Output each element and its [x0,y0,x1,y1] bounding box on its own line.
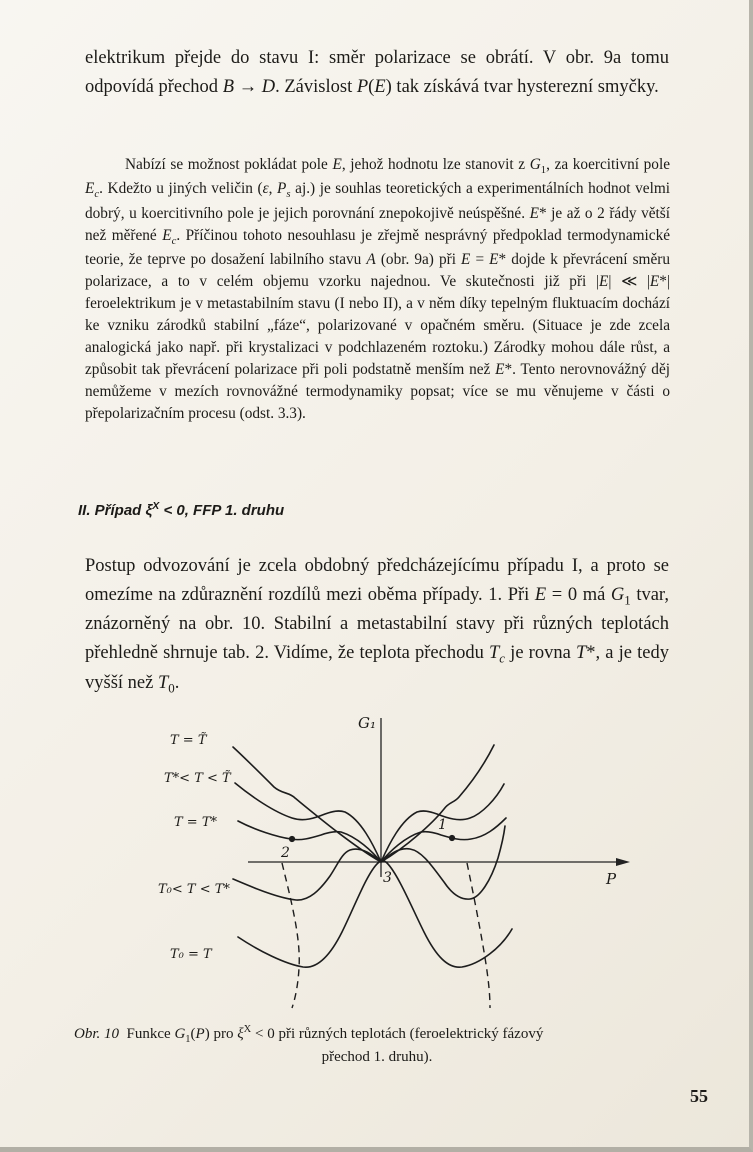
figure-obr-10 [138,710,643,1012]
curve-label-4: T₀< T < T* [158,882,230,897]
curve-label-2: T*< T < T̃ [164,771,231,786]
page-number: 55 [690,1086,708,1106]
minimum-dot-right [449,835,455,841]
curve-label-5: T₀ = T [170,947,212,962]
figure-caption-line1 [74,1022,680,1047]
section-heading: II. Případ $\xi^X < 0$, FFP 1. druhu [78,500,285,519]
point-label-1: 1 [438,817,447,833]
curve-label-3: T = T* [174,815,217,830]
dashed-locus-left [282,863,299,1008]
minimum-dot-left [289,836,295,842]
figure-caption [74,1022,680,1069]
x-axis-label: P [606,870,617,888]
figure-caption-line2: přechod 1. druhu). [321,1049,433,1066]
y-axis-label: G₁ [358,714,376,732]
paragraph-intro: elektrikum přejde do stavu I: směr polarizace se obrátí. V obr. 9a tomu odpovídá přechod B → D. Závislost P(E) tak získává tvar hysterezní smyčky. [85,48,669,97]
figure-caption-text: Funkce $G_1(P)$ pro $\xi^X < 0$ při různých teplotách (feroelektrický fázový [126,1024,544,1045]
g1-p-plot [138,710,643,1012]
figure-caption-label: Obr. 10 [74,1026,120,1042]
x-axis-arrow-icon [616,858,630,866]
point-label-3: 3 [383,870,392,886]
curve-T0-equals-T [238,861,512,967]
paragraph-small-print: Nabízí se možnost pokládat pole E, jehož hodnotu lze stanovit z $G_1$, za koercitivní pole $E_c$. Kdežto u jiných veličin (ε, $P_s$ aj.) je souhlas teoretických a experimentálních hodnot velmi dobrý, u koercitivního pole je jejich porovnání znepokojivě neúspěšné. E* je až o 2 řády větší než měřené $E_c$. Příčinou tohoto nesouhlasu je zřejmě nesprávný předpoklad termodynamické teorie, že teprve po dosažení labilního stavu A (obr. 9a) při E = E* dojde k převrácení směru polarizace, a to v celém objemu vzorku najednou. Ve skutečnosti již při |E| ≪ |E*| feroelektrikum je v metastabilním stavu (I nebo II), a v něm díky tepelným fluktuacím dochází ke vzniku zárodků stabilní „fáze“, polarizované v opačném směru. (Situace je zde zcela analogická jako např. při krystalizaci v podchlazeném roztoku.) Zárodky mohou dále růst, a způsobit tak převrácení polarizace při poli podstatně menším než E*. Tento nerovnovážný děj nemůžeme v mezích rovnovážné termodynamiky popsat; více se mu věnujeme v části o přepolarizačním procesu (odst. 3.3). [85,156,671,423]
paragraph-case-ii: Postup odvozování je zcela obdobný předcházejícímu případu I, a proto se omezíme na zdůraznění rozdílů mezi oběma případy. 1. Při E = 0 má $G_1$ tvar, znázorněný na obr. 10. Stabilní a metastabilní stavy při různých teplotách přehledně shrnuje tab. 2. Vidíme, že teplota přechodu $T_c$ je rovna T*, a je tedy vyšší než $T_0$. [85,556,670,696]
curve-label-1: T = T̃ [170,733,207,748]
point-label-2: 2 [281,845,290,861]
